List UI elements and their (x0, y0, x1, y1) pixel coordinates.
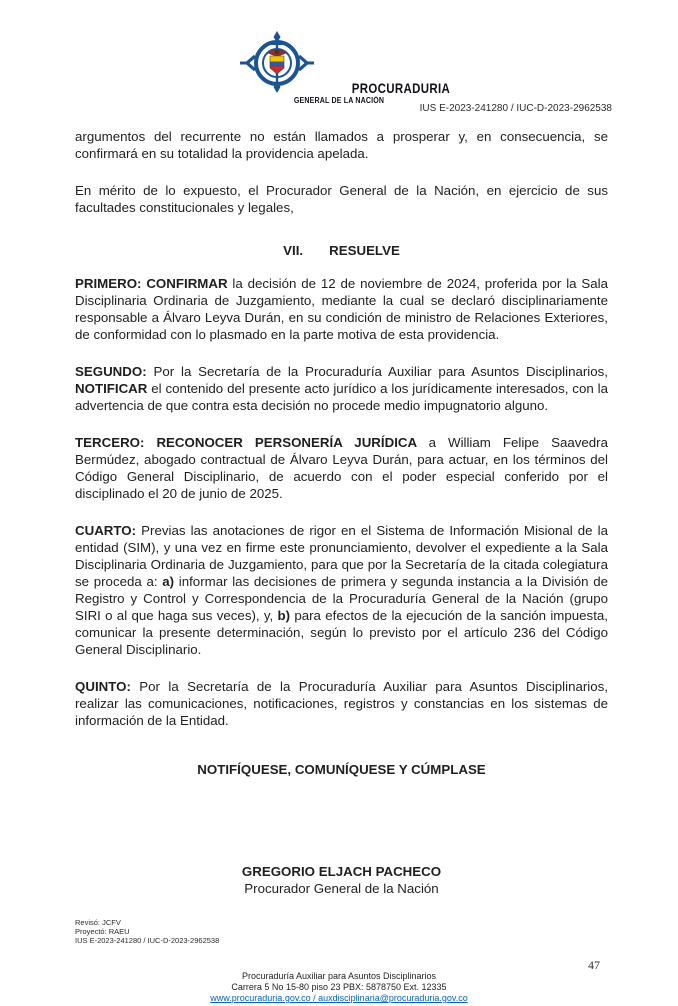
section-number: VII. (283, 243, 304, 258)
ius-reference: IUS E-2023-241280 / IUC-D-2023-2962538 (419, 103, 612, 114)
logo-text-line2: GENERAL DE LA NACIÓN (293, 96, 385, 105)
ius-footnote: IUS E-2023-241280 / IUC-D-2023-2962538 (75, 936, 220, 945)
paragraph-intro-2: En mérito de lo expuesto, el Procurador General de la Nación, en ejercicio de sus facultades constitucionales y legales, (75, 183, 608, 215)
footer-office: Procuraduría Auxiliar para Asuntos Disciplinarios (241, 971, 437, 981)
paragraph-segundo: SEGUNDO: Por la Secretaría de la Procuraduría Auxiliar para Asuntos Disciplinarios, NOTIFICAR el contenido del presente acto jurídico a los jurídicamente interesados, con la advertencia de que contra esta decisión no procede medio impugnatorio alguno. (75, 364, 609, 413)
page-number: 47 (588, 958, 600, 972)
page-footer (0, 971, 678, 1004)
drafted-by: Proyectó: RAEU (75, 927, 130, 936)
paragraph-primero: PRIMERO: CONFIRMAR la decisión de 12 de noviembre de 2024, proferida por la Sala Disciplinaria Ordinaria de Juzgamiento, mediante la cual se declaró disciplinariamente responsable a Álvaro Leyva Durán, en su condición de ministro de Relaciones Exteriores, de conformidad con lo plasmado en la parte motiva de esta providencia. (75, 276, 608, 342)
paragraph-tercero: TERCERO: RECONOCER PERSONERÍA JURÍDICA a William Felipe Saavedra Bermúdez, abogado contractual de Álvaro Leyva Durán, para actuar, en los términos del Código General Disciplinario, de acuerdo con el poder especial conferido por el disciplinado el 20 de junio de 2025. (75, 435, 609, 501)
logo-text-line1: PROCURADURIA (352, 80, 451, 96)
document-body (75, 128, 608, 897)
review-footnotes (75, 918, 219, 945)
signer-name: GREGORIO ELJACH PACHECO (241, 864, 442, 879)
footer-address: Carrera 5 No 15-80 piso 23 PBX: 5878750 Ext. 12335 (231, 982, 447, 992)
closing-order: NOTIFÍQUESE, COMUNÍQUESE Y CÚMPLASE (197, 762, 486, 777)
pgn-compass-emblem (217, 31, 337, 93)
paragraph-cuarto: CUARTO: Previas las anotaciones de rigor en el Sistema de Información Misional de la entidad (SIM), y una vez en firme este pronunciamiento, devolver el expediente a la Sala Disciplinaria Ordinaria de Juzgamiento, para que por la Secretaría de la citada colegiatura se proceda a: a) informar las decisiones de primera y segunda instancia a la División de Registro y Control y Correspondencia de la Procuraduría General de la Nación (grupo SIRI o al que haga sus veces), y, b) para efectos de la ejecución de la sanción impuesta, comunicar la presente determinación, según lo previsto por el artículo 236 del Código General Disciplinario. (75, 523, 608, 657)
signer-role: Procurador General de la Nación (244, 881, 439, 896)
paragraph-quinto: QUINTO: Por la Secretaría de la Procuraduría Auxiliar para Asuntos Disciplinarios, realizar las comunicaciones, notificaciones, registros y constancias en los sistemas de información de la Entidad. (75, 679, 609, 728)
paragraph-intro-1: argumentos del recurrente no están llamados a prosperar y, en consecuencia, se confirmará en su totalidad la providencia apelada. (75, 129, 608, 161)
footer-website-link[interactable]: www.procuraduria.gov.co / auxdisciplinaria@procuraduria.gov.co (210, 993, 468, 1003)
pgn-logo (0, 31, 678, 105)
reviewed-by: Revisó: JCFV (75, 918, 121, 927)
signature-block (75, 863, 608, 897)
section-title: RESUELVE (329, 243, 400, 258)
section-heading-resuelve (75, 242, 608, 259)
